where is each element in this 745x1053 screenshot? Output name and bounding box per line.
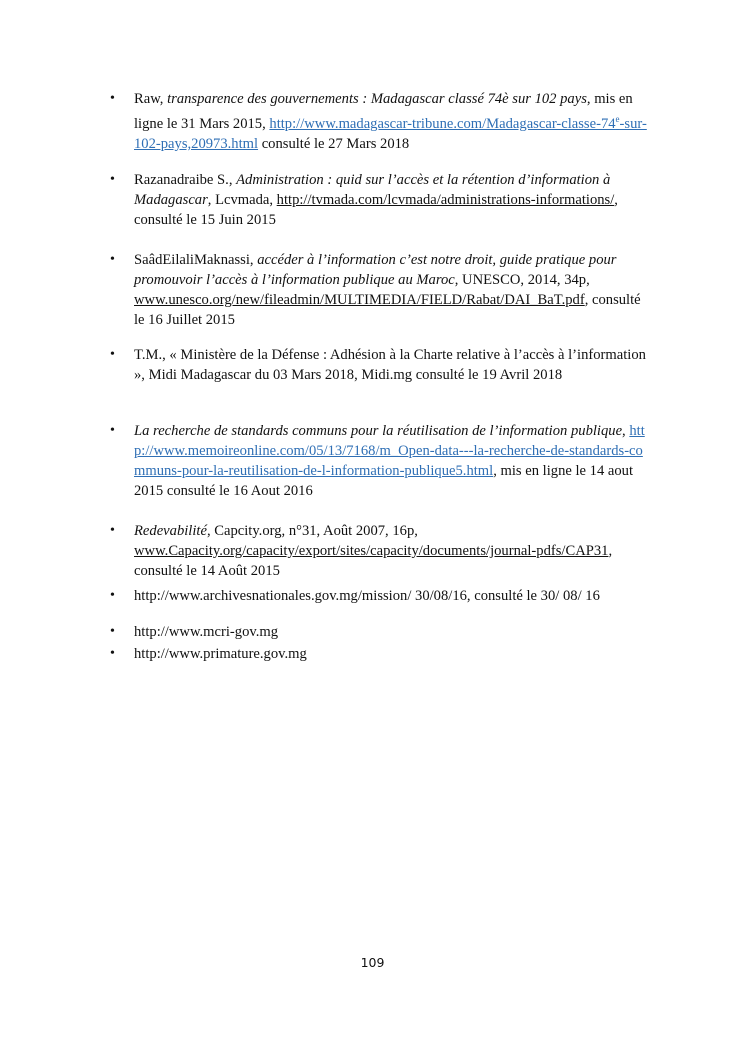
- bullet-icon: •: [110, 347, 115, 362]
- reference-details: , Capcity.org, n°31, Août 2007, 16p,: [206, 523, 418, 539]
- bullet-icon: •: [110, 91, 115, 106]
- reference-consulted: , consulté le 16 Juillet 2015: [134, 292, 641, 328]
- reference-consulted: , consulté le 15 Juin 2015: [134, 192, 618, 228]
- reference-consulted: , consulté le 14 Août 2015: [134, 543, 613, 579]
- bullet-icon: •: [110, 624, 115, 639]
- reference-details: , UNESCO, 2014, 34p,: [454, 272, 590, 288]
- reference-details: , mis en ligne le 31 Mars 2015,: [134, 91, 633, 132]
- reference-consulted: consulté le 27 Mars 2018: [258, 135, 410, 152]
- reference-consulted: , mis en ligne le 14 aout 2015 consulté le 16 Aout 2016: [134, 463, 634, 499]
- reference-link[interactable]: http://tvmada.com/lcvmada/administrations-informations/: [276, 192, 615, 208]
- reference-item: [110, 89, 654, 154]
- reference-title: Redevabilité: [134, 523, 207, 539]
- reference-details: ,: [622, 423, 630, 439]
- reference-author: SaâdEilaliMaknassi,: [134, 252, 258, 268]
- reference-title: transparence des gouvernements : Madagascar classé 74è sur 102 pays: [167, 91, 587, 107]
- reference-link[interactable]: http://www.madagascar-tribune.com/Madagascar-classe-74e-sur-102-pays,20973.html: [134, 114, 647, 152]
- reference-item: [110, 521, 654, 581]
- reference-item: [110, 345, 654, 385]
- reference-text: http://www.mcri-gov.mg: [134, 624, 279, 640]
- reference-title: accéder à l’information c’est notre droit, guide pratique pour promouvoir l’accès à l’information publique au Maroc: [134, 252, 617, 288]
- reference-author: Razanadraibe S.,: [134, 172, 237, 188]
- reference-item: [110, 586, 654, 606]
- reference-link[interactable]: www.Capacity.org/capacity/export/sites/capacity/documents/journal-pdfs/CAP31: [134, 543, 609, 559]
- reference-item: [110, 644, 654, 664]
- reference-link[interactable]: www.unesco.org/new/fileadmin/MULTIMEDIA/FIELD/Rabat/DAI_BaT.pdf: [134, 292, 585, 308]
- page-number: 109: [360, 955, 385, 970]
- reference-item: [110, 170, 654, 230]
- reference-item: [110, 421, 654, 501]
- bullet-icon: •: [110, 423, 115, 438]
- reference-item: [110, 622, 654, 642]
- reference-text: http://www.archivesnationales.gov.mg/mission/ 30/08/16, consulté le 30/ 08/ 16: [134, 588, 600, 604]
- bullet-icon: •: [110, 646, 115, 661]
- reference-author: Raw,: [134, 91, 168, 107]
- reference-text: http://www.primature.gov.mg: [134, 646, 307, 662]
- reference-item: [110, 250, 654, 330]
- bullet-icon: •: [110, 523, 115, 538]
- bullet-icon: •: [110, 172, 115, 187]
- reference-title: Administration : quid sur l’accès et la rétention d’information à Madagascar: [134, 172, 611, 208]
- reference-link[interactable]: http://www.memoireonline.com/05/13/7168/m_Open-data---la-recherche-de-standards-communs-pour-la-reutilisation-de-l-information-publique5.html: [134, 423, 645, 479]
- reference-details: , Lcvmada,: [207, 192, 277, 208]
- bullet-icon: •: [110, 252, 115, 267]
- reference-title: La recherche de standards communs pour la réutilisation de l’information publique: [134, 423, 623, 439]
- reference-text: T.M., « Ministère de la Défense : Adhésion à la Charte relative à l’accès à l’information », Midi Madagascar du 03 Mars 2018, Midi.mg consulté le 19 Avril 2018: [134, 347, 646, 383]
- bullet-icon: •: [110, 588, 115, 603]
